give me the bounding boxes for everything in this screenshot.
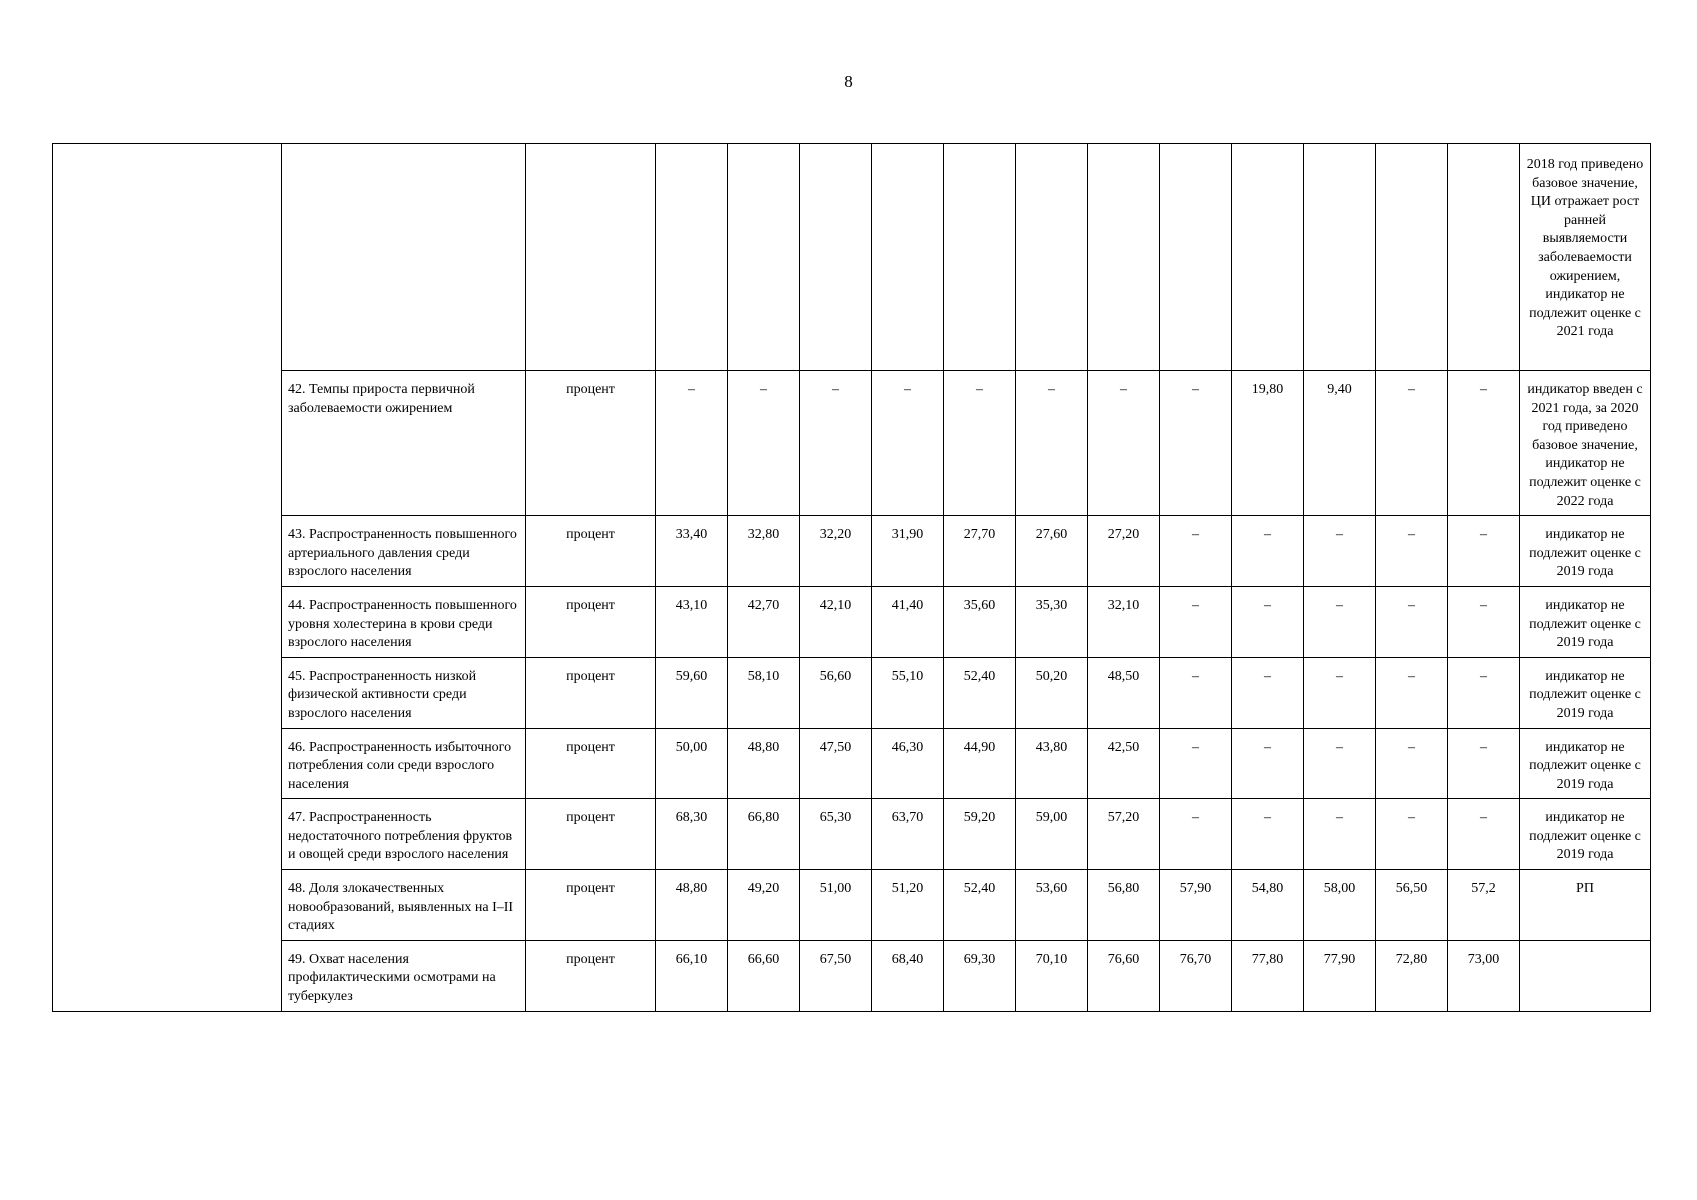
value-cell: 48,80 bbox=[656, 870, 728, 941]
value-cell: 63,70 bbox=[872, 799, 944, 870]
value-cell bbox=[1088, 144, 1160, 371]
indicator-name-cell: 46. Распространенность избыточного потребления соли среди взрослого населения bbox=[282, 728, 526, 799]
value-cell: – bbox=[1304, 657, 1376, 728]
unit-cell bbox=[526, 144, 656, 371]
value-cell: – bbox=[1160, 657, 1232, 728]
value-cell: 56,50 bbox=[1376, 870, 1448, 941]
table-row bbox=[53, 144, 1651, 371]
value-cell: – bbox=[1448, 657, 1520, 728]
unit-cell: процент bbox=[526, 870, 656, 941]
value-cell: 68,30 bbox=[656, 799, 728, 870]
value-cell: 59,20 bbox=[944, 799, 1016, 870]
table-row bbox=[53, 870, 1651, 941]
value-cell: – bbox=[656, 371, 728, 516]
note-cell: 2018 год приведено базовое значение, ЦИ отражает рост ранней выявляемости заболеваемости ожирением, индикатор не подлежит оценке с 2021 года bbox=[1520, 144, 1651, 371]
value-cell: – bbox=[1016, 371, 1088, 516]
value-cell: 66,60 bbox=[728, 940, 800, 1011]
value-cell: – bbox=[1160, 516, 1232, 587]
value-cell: 32,10 bbox=[1088, 586, 1160, 657]
indicator-name-cell: 42. Темпы прироста первичной заболеваемости ожирением bbox=[282, 371, 526, 516]
indicator-name-cell: 49. Охват населения профилактическими осмотрами на туберкулез bbox=[282, 940, 526, 1011]
value-cell: 42,50 bbox=[1088, 728, 1160, 799]
note-cell: индикатор не подлежит оценке с 2019 года bbox=[1520, 586, 1651, 657]
value-cell: – bbox=[1376, 586, 1448, 657]
value-cell bbox=[944, 144, 1016, 371]
value-cell: 73,00 bbox=[1448, 940, 1520, 1011]
value-cell: 32,20 bbox=[800, 516, 872, 587]
value-cell: 66,10 bbox=[656, 940, 728, 1011]
indicator-name-cell: 48. Доля злокачественных новообразований, выявленных на I–II стадиях bbox=[282, 870, 526, 941]
value-cell: 76,70 bbox=[1160, 940, 1232, 1011]
note-cell: индикатор не подлежит оценке с 2019 года bbox=[1520, 516, 1651, 587]
note-cell bbox=[1520, 940, 1651, 1011]
value-cell: 56,60 bbox=[800, 657, 872, 728]
value-cell bbox=[1232, 144, 1304, 371]
value-cell: 50,20 bbox=[1016, 657, 1088, 728]
value-cell bbox=[1376, 144, 1448, 371]
table-row bbox=[53, 586, 1651, 657]
value-cell: – bbox=[1232, 516, 1304, 587]
value-cell: – bbox=[1448, 516, 1520, 587]
value-cell: 57,20 bbox=[1088, 799, 1160, 870]
value-cell: 76,60 bbox=[1088, 940, 1160, 1011]
table-row bbox=[53, 371, 1651, 516]
value-cell: 43,80 bbox=[1016, 728, 1088, 799]
value-cell: 48,80 bbox=[728, 728, 800, 799]
value-cell bbox=[656, 144, 728, 371]
value-cell: 27,20 bbox=[1088, 516, 1160, 587]
table-row bbox=[53, 728, 1651, 799]
value-cell: – bbox=[1232, 657, 1304, 728]
note-cell: индикатор не подлежит оценке с 2019 года bbox=[1520, 657, 1651, 728]
value-cell: 49,20 bbox=[728, 870, 800, 941]
indicator-name-cell: 45. Распространенность низкой физической активности среди взрослого населения bbox=[282, 657, 526, 728]
value-cell: – bbox=[1376, 516, 1448, 587]
table-body bbox=[53, 144, 1651, 1012]
value-cell: 65,30 bbox=[800, 799, 872, 870]
value-cell bbox=[728, 144, 800, 371]
value-cell: 55,10 bbox=[872, 657, 944, 728]
value-cell bbox=[1448, 144, 1520, 371]
value-cell: – bbox=[1160, 586, 1232, 657]
value-cell: 33,40 bbox=[656, 516, 728, 587]
value-cell: 31,90 bbox=[872, 516, 944, 587]
value-cell: 9,40 bbox=[1304, 371, 1376, 516]
value-cell: – bbox=[1448, 728, 1520, 799]
value-cell: – bbox=[1376, 371, 1448, 516]
value-cell: 59,00 bbox=[1016, 799, 1088, 870]
value-cell: 53,60 bbox=[1016, 870, 1088, 941]
note-cell: индикатор не подлежит оценке с 2019 года bbox=[1520, 799, 1651, 870]
value-cell: – bbox=[1304, 799, 1376, 870]
value-cell: – bbox=[1448, 799, 1520, 870]
value-cell: 42,70 bbox=[728, 586, 800, 657]
table-row bbox=[53, 799, 1651, 870]
value-cell: – bbox=[1304, 728, 1376, 799]
value-cell bbox=[1016, 144, 1088, 371]
value-cell: – bbox=[872, 371, 944, 516]
unit-cell: процент bbox=[526, 586, 656, 657]
unit-cell: процент bbox=[526, 657, 656, 728]
value-cell: 59,60 bbox=[656, 657, 728, 728]
value-cell: 70,10 bbox=[1016, 940, 1088, 1011]
value-cell: 42,10 bbox=[800, 586, 872, 657]
value-cell: 66,80 bbox=[728, 799, 800, 870]
value-cell: 46,30 bbox=[872, 728, 944, 799]
value-cell: – bbox=[1088, 371, 1160, 516]
value-cell: – bbox=[1448, 586, 1520, 657]
value-cell: 51,00 bbox=[800, 870, 872, 941]
value-cell: 52,40 bbox=[944, 657, 1016, 728]
value-cell: 52,40 bbox=[944, 870, 1016, 941]
value-cell: 72,80 bbox=[1376, 940, 1448, 1011]
unit-cell: процент bbox=[526, 799, 656, 870]
value-cell: 47,50 bbox=[800, 728, 872, 799]
value-cell: 54,80 bbox=[1232, 870, 1304, 941]
value-cell: – bbox=[1448, 371, 1520, 516]
value-cell: 77,90 bbox=[1304, 940, 1376, 1011]
value-cell: 41,40 bbox=[872, 586, 944, 657]
value-cell: – bbox=[1232, 799, 1304, 870]
unit-cell: процент bbox=[526, 728, 656, 799]
unit-cell: процент bbox=[526, 371, 656, 516]
table-row bbox=[53, 940, 1651, 1011]
value-cell: 58,00 bbox=[1304, 870, 1376, 941]
value-cell bbox=[1304, 144, 1376, 371]
value-cell: – bbox=[728, 371, 800, 516]
value-cell: – bbox=[1232, 728, 1304, 799]
group-cell bbox=[53, 144, 282, 1012]
value-cell: 58,10 bbox=[728, 657, 800, 728]
value-cell: – bbox=[1232, 586, 1304, 657]
value-cell: – bbox=[1160, 728, 1232, 799]
value-cell bbox=[800, 144, 872, 371]
value-cell: 57,90 bbox=[1160, 870, 1232, 941]
indicator-name-cell: 47. Распространенность недостаточного потребления фруктов и овощей среди взрослого населения bbox=[282, 799, 526, 870]
value-cell: 19,80 bbox=[1232, 371, 1304, 516]
value-cell: 35,30 bbox=[1016, 586, 1088, 657]
page-number: 8 bbox=[844, 72, 853, 91]
table-row bbox=[53, 516, 1651, 587]
value-cell: 43,10 bbox=[656, 586, 728, 657]
value-cell: – bbox=[1160, 799, 1232, 870]
value-cell: – bbox=[1376, 657, 1448, 728]
value-cell: 68,40 bbox=[872, 940, 944, 1011]
value-cell: 51,20 bbox=[872, 870, 944, 941]
value-cell: 27,70 bbox=[944, 516, 1016, 587]
value-cell bbox=[872, 144, 944, 371]
value-cell: – bbox=[1160, 371, 1232, 516]
value-cell: 50,00 bbox=[656, 728, 728, 799]
indicator-name-cell: 43. Распространенность повышенного артериального давления среди взрослого населения bbox=[282, 516, 526, 587]
unit-cell: процент bbox=[526, 516, 656, 587]
value-cell: 67,50 bbox=[800, 940, 872, 1011]
value-cell: 57,2 bbox=[1448, 870, 1520, 941]
indicators-table bbox=[52, 143, 1651, 1012]
value-cell: 48,50 bbox=[1088, 657, 1160, 728]
indicator-name-cell: 44. Распространенность повышенного уровня холестерина в крови среди взрослого населения bbox=[282, 586, 526, 657]
unit-cell: процент bbox=[526, 940, 656, 1011]
value-cell: 56,80 bbox=[1088, 870, 1160, 941]
value-cell: – bbox=[800, 371, 872, 516]
value-cell bbox=[1160, 144, 1232, 371]
value-cell: – bbox=[1304, 586, 1376, 657]
note-cell: индикатор не подлежит оценке с 2019 года bbox=[1520, 728, 1651, 799]
value-cell: 77,80 bbox=[1232, 940, 1304, 1011]
value-cell: 69,30 bbox=[944, 940, 1016, 1011]
note-cell: индикатор введен с 2021 года, за 2020 год приведено базовое значение, индикатор не подлежит оценке с 2022 года bbox=[1520, 371, 1651, 516]
value-cell: 32,80 bbox=[728, 516, 800, 587]
value-cell: – bbox=[1376, 728, 1448, 799]
value-cell: – bbox=[944, 371, 1016, 516]
value-cell: – bbox=[1376, 799, 1448, 870]
value-cell: – bbox=[1304, 516, 1376, 587]
value-cell: 35,60 bbox=[944, 586, 1016, 657]
note-cell: РП bbox=[1520, 870, 1651, 941]
table-row bbox=[53, 657, 1651, 728]
value-cell: 27,60 bbox=[1016, 516, 1088, 587]
value-cell: 44,90 bbox=[944, 728, 1016, 799]
indicator-name-cell bbox=[282, 144, 526, 371]
